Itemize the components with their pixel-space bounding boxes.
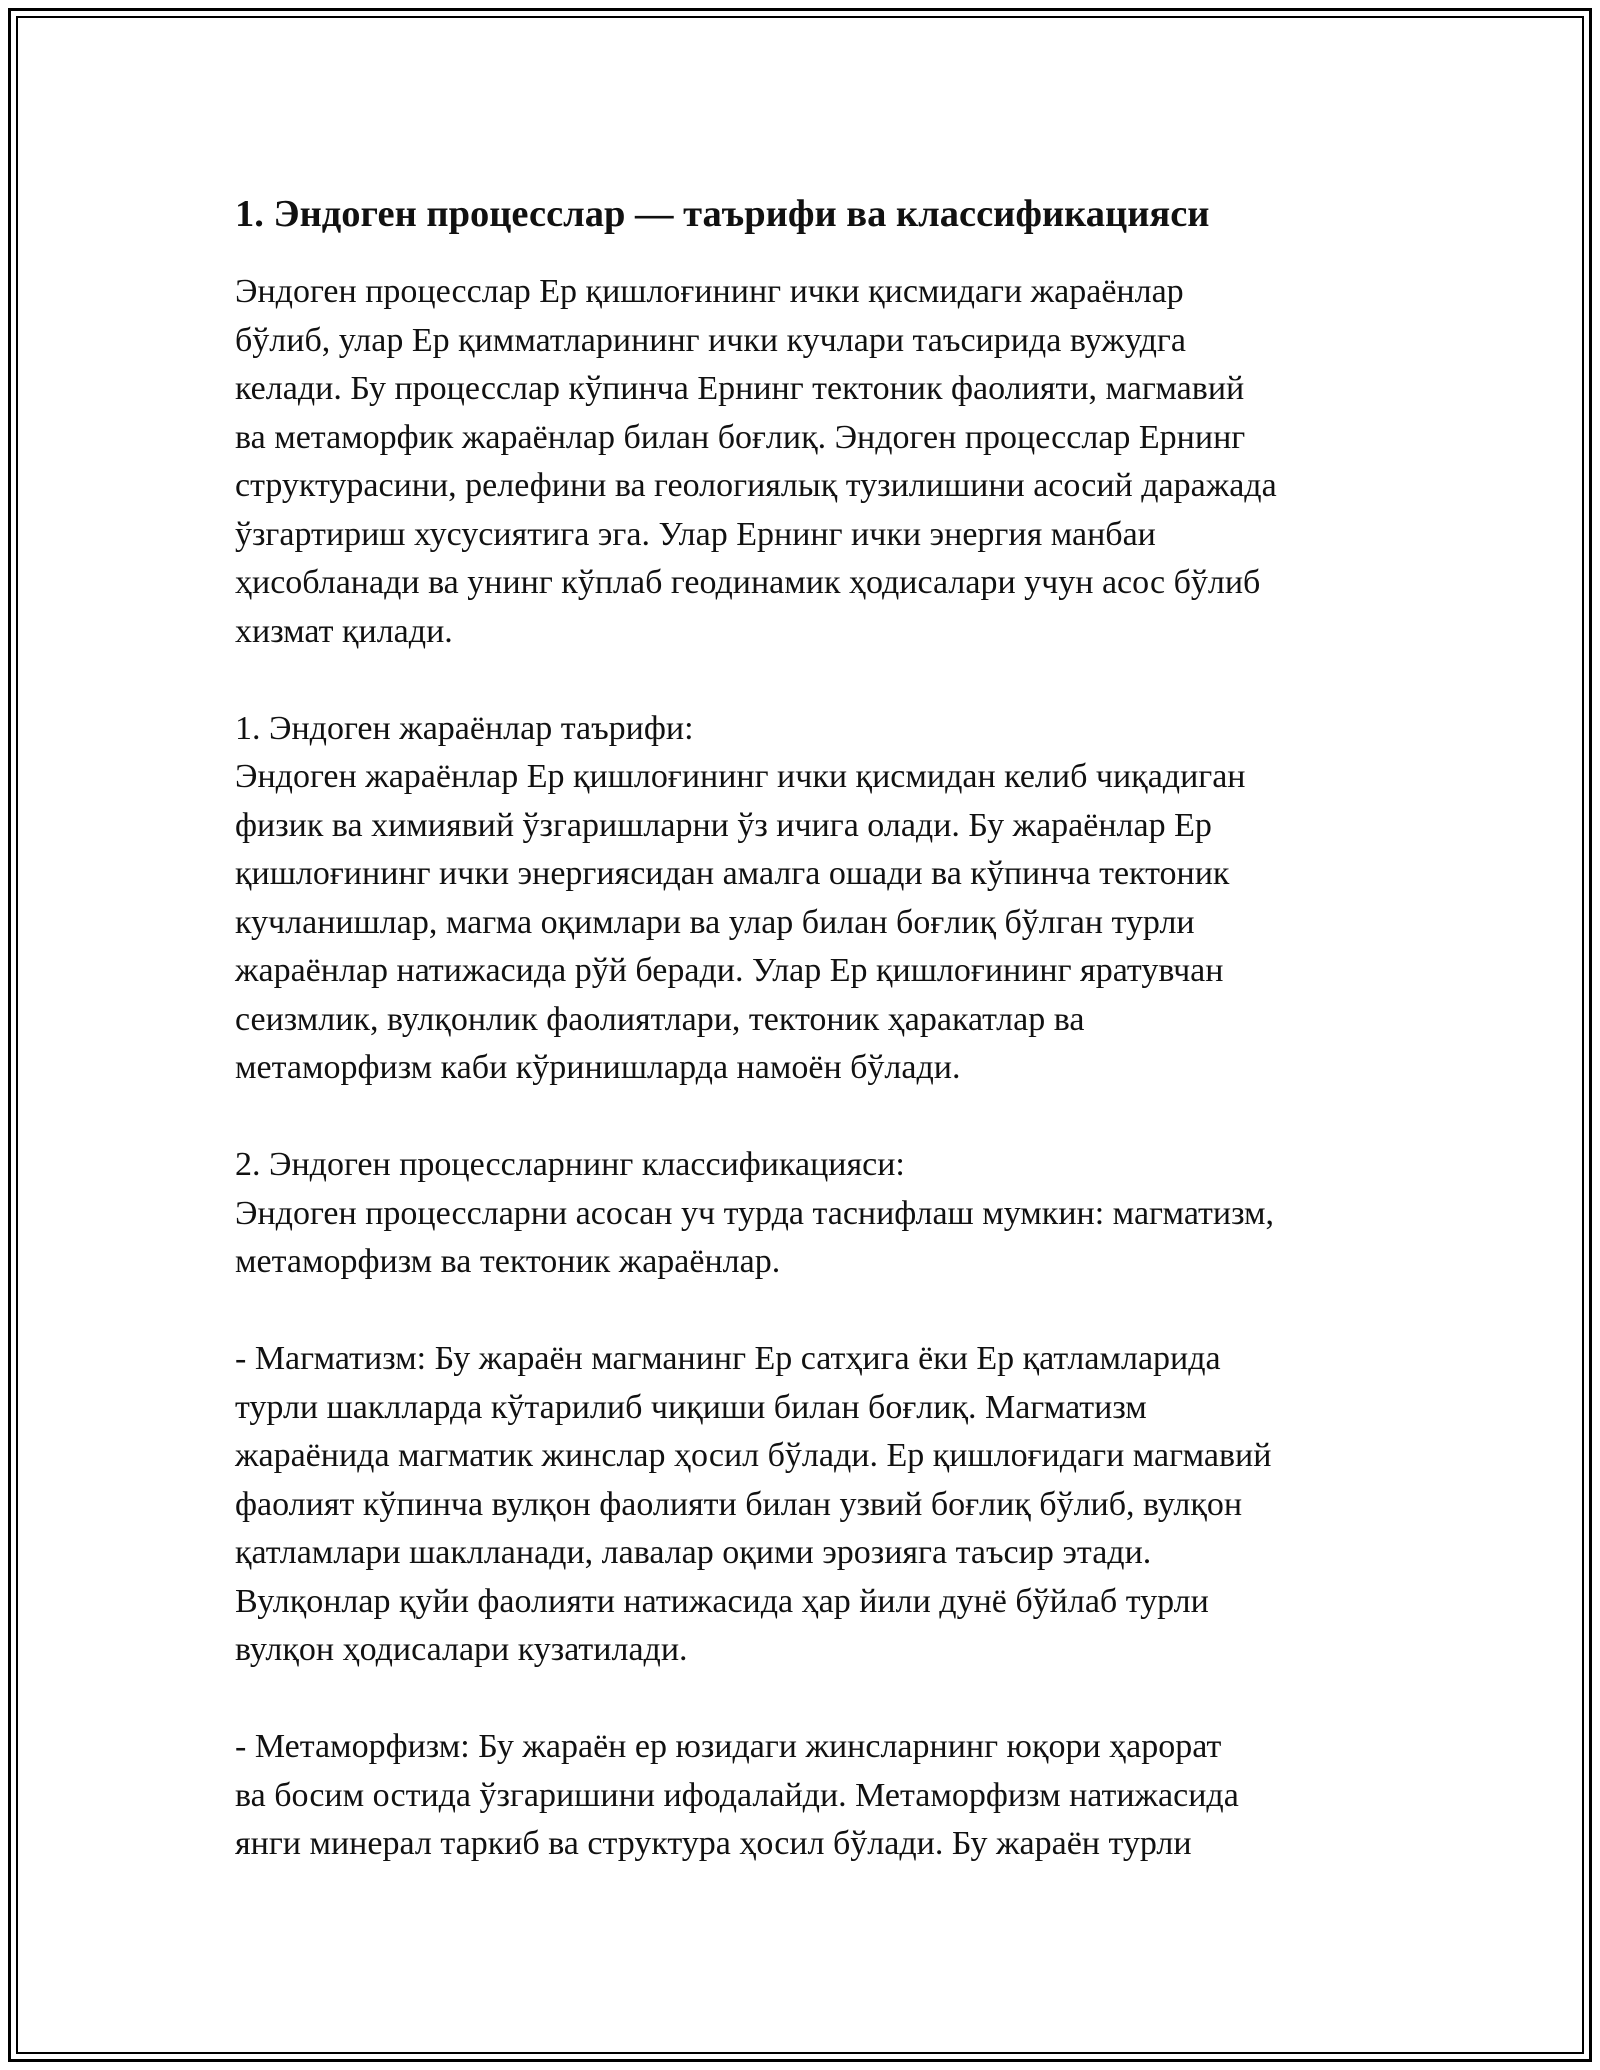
paragraph-spacer [235,1093,1375,1142]
section-2-heading: 2. Эндоген процессларнинг классификацияси: [235,1146,905,1183]
metamorphism-list-item: - Метаморфизм: Бу жараён ер юзидаги жинсларнинг юқори ҳарорат ва босим остида ўзгаришини ифодалайди. Метаморфизм натижасида янги минерал таркиб ва структура ҳосил бўлади. Бу жараён турли [235,1728,1239,1862]
section-1-paragraph: Эндоген жараёнлар Ер қишлоғининг ички қисмидан келиб чиқадиган физик ва химиявий ўзгаришларни ўз ичига олади. Бу жараёнлар Ер қишлоғининг ички энергиясидан амалга ошади ва кўпинча тектоник кучланишлар, магма оқимлари ва улар билан боғлиқ бўлган турли жараёнлар натижасида рўй беради. Улар Ер қишлоғининг яратувчан сеизмлик, вулқонлик фаолиятлари, тектоник ҳаракатлар ва метаморфизм каби кўринишларда намоён бўлади. [235,758,1246,1086]
magmatism-list-item: - Магматизм: Бу жараён магманинг Ер сатҳига ёки Ер қатламларида турли шаклларда кўтарилиб чиқиши билан боғлиқ. Магматизм жараёнида магматик жинслар ҳосил бўлади. Ер қишлоғидаги магмавий фаолият кўпинча вулқон фаолияти билан узвий боғлиқ бўлиб, вулқон қатламлари шаклланади, лавалар оқими эрозияга таъсир этади. Вулқонлар қуйи фаолияти натижасида ҳар йили дунё бўйлаб турли вулқон ҳодисалари кузатилади. [235,1340,1272,1668]
document-title: 1. Эндоген процесслар — таърифи ва классификацияси [235,193,1210,235]
paragraph-spacer [235,1675,1375,1724]
paragraph-spacer [235,1287,1375,1336]
paragraph-spacer [235,656,1375,705]
document-body [235,186,1375,1869]
section-1-heading: 1. Эндоген жараёнлар таърифи: [235,709,694,747]
intro-paragraph: Эндоген процесслар Ер қишлоғининг ички қисмидаги жараёнлар бўлиб, улар Ер қимматларининг ички кучлари таъсирида вужудга келади. Бу процесслар кўпинча Ернинг тектоник фаолияти, магмавий ва метаморфик жараёнлар билан боғлиқ. Эндоген процесслар Ернинг структурасини, релефини ва геологиялық тузилишини асосий даражада ўзгартириш хусусиятига эга. Улар Ернинг ички энергия манбаи ҳисобланади ва унинг кўплаб геодинамик ҳодисалари учун асос бўлиб хизмат қилади. [235,273,1277,650]
section-2-paragraph: Эндоген процессларни асосан уч турда таснифлаш мумкин: магматизм, метаморфизм ва тектоник жараёнлар. [235,1194,1275,1280]
